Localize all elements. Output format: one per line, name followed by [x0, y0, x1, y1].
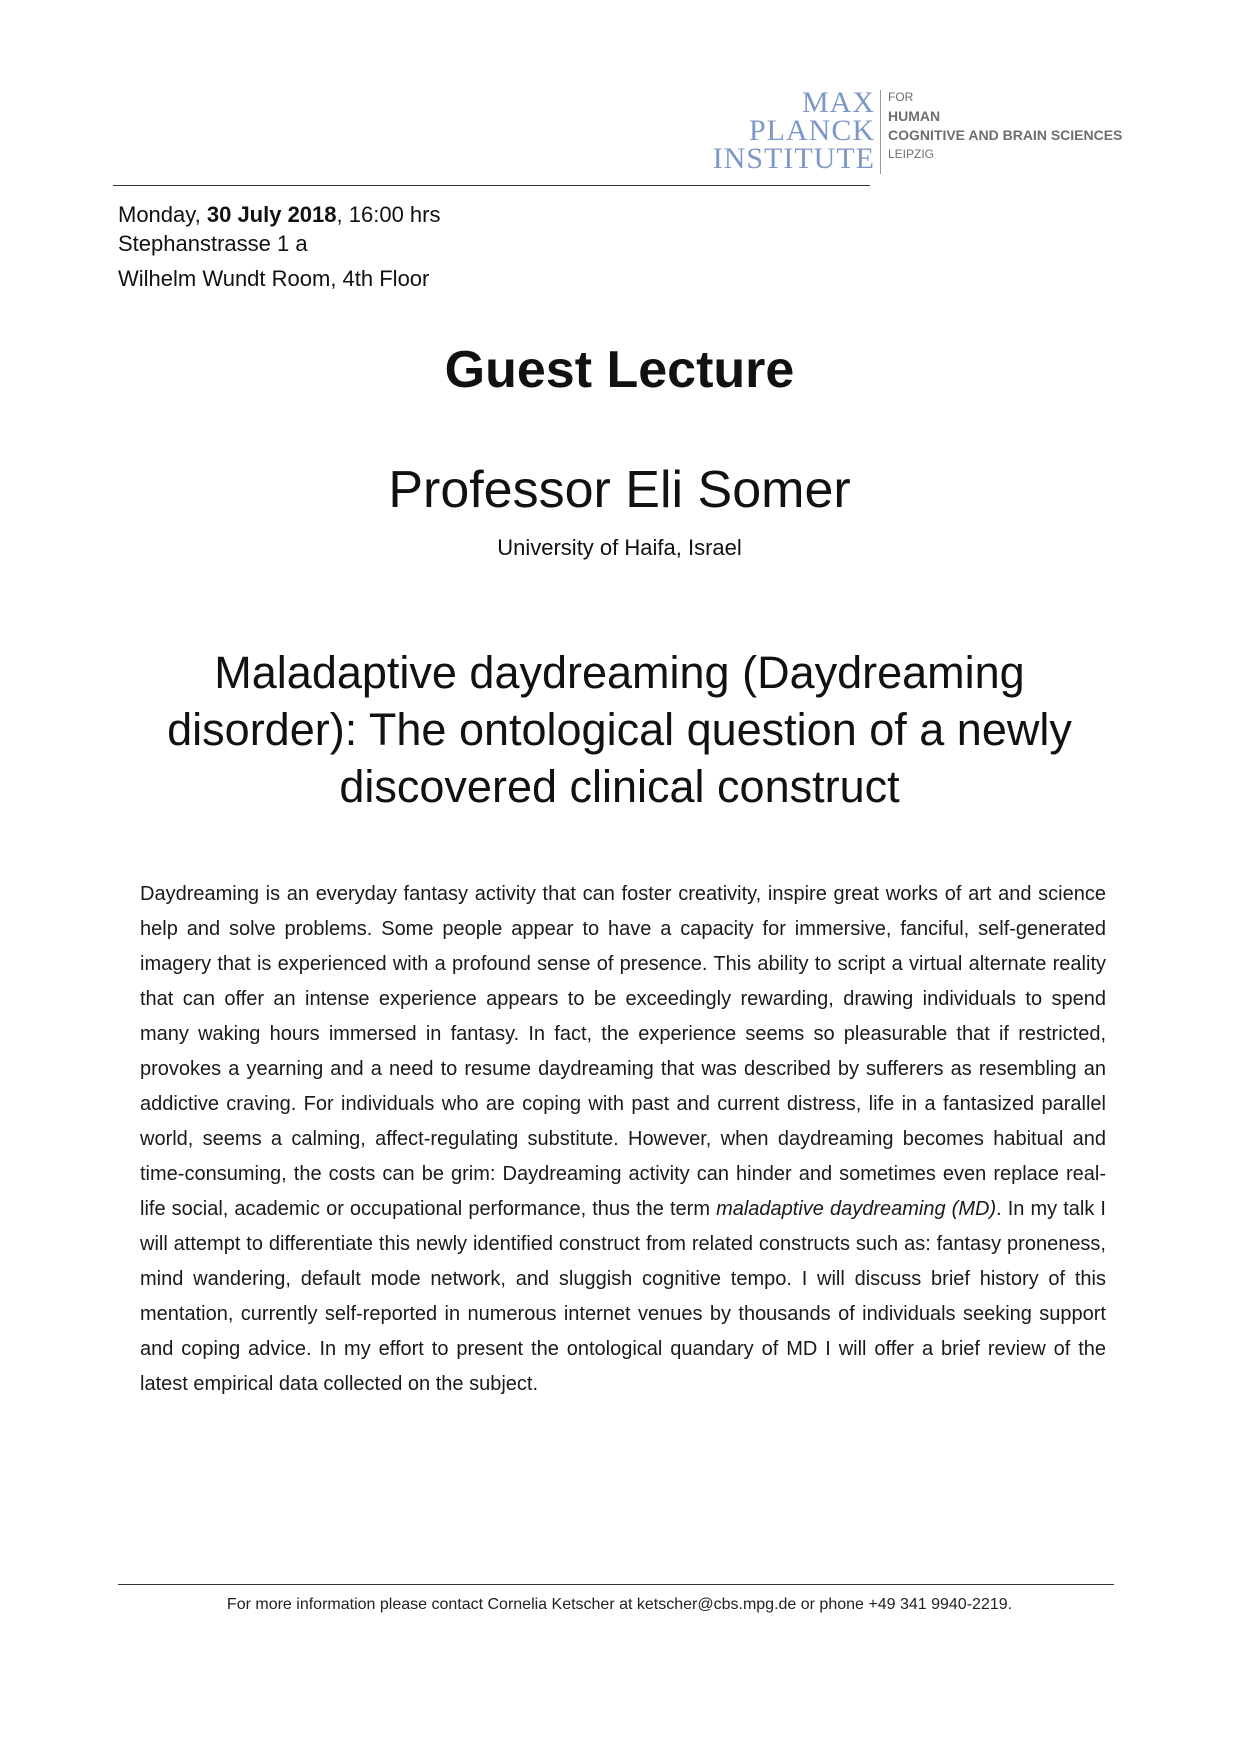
event-day: Monday, — [118, 202, 207, 227]
event-time: , 16:00 hrs — [336, 202, 441, 227]
abstract — [140, 877, 1106, 1402]
talk-title: Maladaptive daydreaming (Daydreaming disorder): The ontological question of a newly discovered clinical construct — [167, 647, 1072, 812]
event-date: 30 July 2018 — [206, 202, 337, 227]
logo-word-2: PLANCK — [748, 114, 875, 147]
abstract-part-2: . In my talk I will attempt to differentiate this newly identified construct from related constructs such as: fantasy proneness, mind wandering, default mode network, and sluggish cognitive tempo. I will discuss brief history of this mentation, currently self-reported in numerous internet venues by thousands of individuals seeking support and coping advice. In my effort to present the ontological quandary of MD I will offer a brief review of the latest empirical data collected on the subject. — [140, 1198, 1106, 1395]
contact-footer: For more information please contact Cornelia Ketscher at ketscher@cbs.mpg.de or phone +49 341 9940-2219. — [226, 1596, 1013, 1613]
event-address: Stephanstrasse 1 a — [118, 231, 308, 256]
logo-wordmark — [690, 86, 875, 175]
abstract-part-1: Daydreaming is an everyday fantasy activity that can foster creativity, inspire great works of art and science help and solve problems. Some people appear to have a capacity for immersive, fanciful, self-generated imagery that is experienced with a profound sense of presence. This ability to script a virtual alternate reality that can offer an intense experience appears to be exceedingly rewarding, drawing individuals to spend many waking hours immersed in fantasy. In fact, the experience seems so pleasurable that if restricted, provokes a yearning and a need to resume daydreaming that was described by sufferers as resembling an addictive craving. For individuals who are coping with past and current distress, life in a fantasized parallel world, seems a calming, affect-regulating substitute. However, when daydreaming becomes habitual and time-consuming, the costs can be grim: Daydreaming activity can hinder and sometimes even replace real-life social, academic or occupational performance, thus the term — [140, 883, 1106, 1220]
footer-rule — [118, 1584, 1114, 1585]
logo-city: LEIPZIG — [888, 147, 935, 161]
header-rule — [113, 185, 870, 186]
logo-word-3: INSTITUTE — [712, 142, 875, 175]
logo-human: HUMAN — [888, 108, 941, 124]
logo-field: COGNITIVE AND BRAIN SCIENCES — [888, 127, 1123, 143]
logo-for: FOR — [888, 90, 914, 104]
abstract-term: maladaptive daydreaming (MD) — [716, 1198, 997, 1220]
event-datetime — [118, 200, 440, 229]
event-room: Wilhelm Wundt Room, 4th Floor — [118, 266, 430, 291]
speaker-name: Professor Eli Somer — [388, 461, 851, 519]
logo-institute-descriptor — [888, 88, 1122, 164]
speaker-affiliation: University of Haifa, Israel — [497, 535, 742, 560]
event-details — [118, 200, 440, 293]
logo-word-1: MAX — [801, 86, 875, 119]
logo-divider — [880, 90, 881, 174]
page-title: Guest Lecture — [444, 341, 795, 399]
